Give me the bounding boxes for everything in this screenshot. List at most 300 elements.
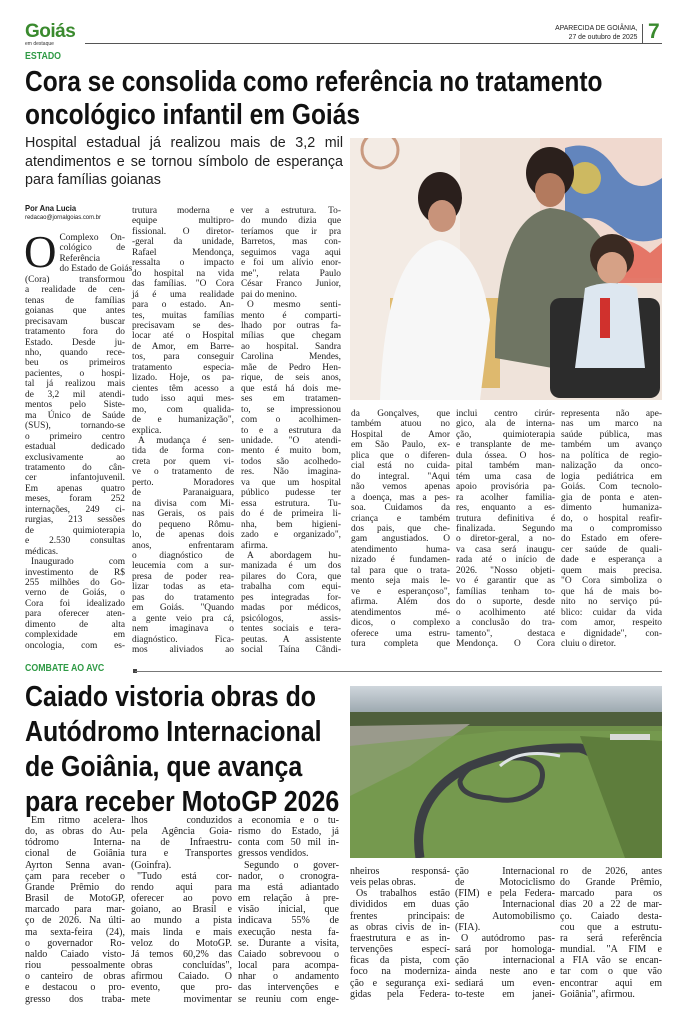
text-line: tar com o que vão (560, 966, 662, 978)
text-line: saúde pública, mas (561, 429, 662, 440)
text-line: ço de 2026. Na últi- (25, 915, 125, 927)
text-line: tal já realizou mais (25, 379, 125, 390)
text-line: divididos em duas (350, 899, 450, 911)
text-line: Complexo On- (59, 233, 125, 243)
text-line: perto. Moradores (132, 477, 234, 488)
text-line: Em apenas quatro (25, 483, 125, 494)
text-line: César Franco Junior, (241, 279, 341, 290)
text-line: Inaugurado com (31, 557, 125, 568)
text-line: evento, que pro- (131, 982, 232, 994)
text-line: do pequeno Rômu- (132, 519, 234, 530)
text-line: cluiu o diretor. (561, 638, 616, 649)
text-line: beu os primeiros (25, 358, 125, 369)
text-line: famílias tenham to- (456, 586, 555, 597)
text-line: tentes sociais e tera- (241, 624, 341, 635)
text-line: do o suporte, desde (456, 597, 555, 608)
text-line: afirma. (241, 540, 268, 551)
text-line: também atuou no (351, 419, 450, 430)
header-date: 27 de outubro de 2025 (568, 32, 637, 41)
header-divider (85, 43, 662, 44)
byline-author: Por Ana Lucia (25, 203, 77, 213)
text-line: do Estado de Goiás (59, 264, 133, 275)
text-line: O autódromo pas- (461, 932, 555, 944)
text-line: também um avanço (561, 440, 662, 451)
text-line: o canteiro de obras (25, 971, 125, 983)
text-line: equipe multipro- (132, 216, 234, 227)
text-line: mos aliviados ao (132, 645, 234, 656)
text-line: social Taína Cândi- (241, 645, 341, 656)
column-text (561, 409, 662, 649)
headline-line: Cora se consolida como referência no tratamento (25, 66, 603, 98)
text-line: ção internacional (455, 955, 555, 967)
text-line: plica que o diferen- (351, 450, 450, 461)
column-text (351, 409, 450, 649)
article1-column-5 (456, 409, 555, 649)
text-line: psicólogos, assis- (241, 613, 341, 624)
text-line: ção Internacional (455, 866, 555, 877)
article1-column-4 (351, 409, 450, 649)
text-line: rismo do Estado, já (238, 826, 339, 838)
text-line: da Gonçalves, que (351, 409, 450, 419)
text-line: rendo aqui para (131, 881, 232, 893)
text-line: cer infantojuvenil. (25, 473, 125, 484)
text-line: mento seja mais le- (351, 576, 450, 587)
text-line: va casa será inaugu- (456, 544, 555, 555)
headline-line: de Goiânia, que avança (25, 751, 303, 783)
text-line: oncologia, com es- (25, 640, 125, 651)
article2-column-1 (25, 815, 125, 1005)
text-line: -geral da unidade, (132, 237, 234, 248)
text-line: que há de mais bo- (561, 586, 662, 597)
text-line: com o acolhimen- (241, 415, 341, 426)
text-line: atendimentos mé- (351, 607, 450, 618)
text-line: trabalha com equi- (241, 582, 341, 593)
headline-line: Caiado vistoria obras do (25, 681, 317, 713)
text-line: Cora foi idealizado (25, 598, 125, 609)
text-line: o diretor-geral, a no- (456, 534, 555, 545)
text-line: gam angustiados. O (351, 534, 450, 545)
text-line: mento é muito bom, (241, 446, 341, 457)
text-line: ao mundo a pista (131, 915, 232, 927)
text-line: se. Durante a visita, (238, 937, 339, 949)
text-line: nha, bem higieni- (241, 519, 341, 530)
text-line: dula óssea. O hos- (456, 450, 555, 461)
text-line: e dignidade", con- (561, 628, 662, 639)
photo-aerial-racetrack (350, 686, 662, 858)
text-line: mento é comparti- (241, 310, 341, 321)
text-line: sediará um even- (455, 977, 555, 989)
text-line: tos, para conseguir (132, 352, 234, 363)
text-line: explica. (132, 425, 162, 436)
logo-tagline: em destaque (25, 41, 54, 47)
text-line: marcado para os (560, 888, 662, 900)
text-line: ao hospital. Sandra (241, 341, 341, 352)
column-text (132, 206, 234, 655)
text-line: unidade. "O atendi- (241, 435, 341, 446)
article1-column-6 (561, 409, 662, 649)
text-line: goianas que antes (25, 306, 125, 317)
text-line: apoio provisória pa- (456, 482, 555, 493)
text-line: de Paranaiguara, (132, 488, 234, 499)
text-line: nalização da onco- (561, 461, 662, 472)
article2-column-6 (560, 866, 662, 1000)
text-line: cológico de (59, 243, 125, 254)
text-line: mo, com qualida- (132, 404, 234, 415)
column-text (131, 815, 232, 1005)
text-line: e foi um alívio enor- (241, 258, 341, 269)
text-line: veis pelas obras. (350, 877, 416, 889)
text-line: a realidade de cen- (25, 285, 125, 296)
text-line: das famílias. "O Cora (132, 279, 234, 290)
text-line: de e humanização", (132, 415, 234, 426)
section-label-estado: ESTADO (25, 51, 62, 62)
text-line: verno de Goiás, o (25, 588, 125, 599)
text-line: locar até o Hospital (132, 331, 234, 342)
text-line: Grande Prêmio do (25, 881, 125, 893)
text-line: de quimioterapia (25, 525, 125, 536)
photo-hospital-scene (350, 138, 662, 400)
column-text (238, 815, 339, 1005)
text-line: va que um hospital (241, 477, 341, 488)
text-line: ra acolher familia- (456, 492, 555, 503)
text-line: lizado. Hoje, os pa- (132, 373, 234, 384)
text-line: tratamento especia- (132, 362, 234, 373)
text-line: tura e Transportes (131, 848, 232, 860)
column-text (560, 866, 662, 1000)
text-line: quem mais precisa. (561, 565, 662, 576)
text-line: lhos conduzidos (131, 815, 232, 826)
text-line: veloz do MotoGP. (131, 937, 232, 949)
text-line: ção e segurança exi- (350, 977, 450, 989)
text-line: fissional. O diretor- (132, 226, 234, 237)
text-line: dias 20 a 22 de mar- (560, 899, 662, 911)
text-line: mete movimentar (131, 993, 232, 1005)
text-line: trutura definitiva é (456, 513, 555, 524)
text-line: que está há dois me- (241, 383, 341, 394)
text-line: tes, muitas famílias (132, 310, 234, 321)
text-line: cial está no cuida- (351, 461, 450, 472)
text-line: nas Gerais, os pais (132, 509, 234, 520)
text-line: visão inicial, que (238, 904, 339, 916)
text-line: me", relata Paulo (241, 268, 341, 279)
text-line: "O Cora simboliza o (561, 576, 662, 587)
text-line: dos pais, que che- (351, 523, 450, 534)
text-line: çam para receber o (25, 870, 125, 882)
text-line: representa não ape- (561, 409, 662, 419)
text-line: nheiros responsá- (350, 866, 450, 877)
text-line: na divisa com Mi- (132, 498, 234, 509)
text-line: "Tudo está cor- (137, 870, 232, 882)
text-line: pela Agência Goia- (131, 826, 232, 838)
text-line: seguimos vaga aqui (241, 247, 341, 258)
text-line: para oferecer aten- (25, 609, 125, 620)
text-line: blico: cuidar da vida (561, 607, 662, 618)
text-line: gidas pela Federa- (350, 988, 450, 1000)
text-line: cer saúde de quali- (561, 544, 662, 555)
text-line: na de Infraestru- (131, 837, 232, 849)
text-line: Goiânia", afirmou. (560, 988, 635, 1000)
text-line: gressos vendidos. (238, 848, 309, 860)
text-line: lizar todas as eta- (132, 582, 234, 593)
text-line: dimento humaniza- (561, 503, 662, 514)
text-line: peutas. A assistente (241, 634, 341, 645)
text-line: rada até o início de (456, 555, 555, 566)
text-line: o diagnóstico de (132, 550, 234, 561)
text-line: leucemia com a sur- (132, 561, 234, 572)
article2-photo-racetrack (350, 686, 662, 858)
text-line: público pudesse ter (241, 488, 341, 499)
text-line: a doença, mas a pes- (351, 492, 450, 503)
logo-wordmark: Goiás (25, 21, 76, 42)
text-line: dimento de alta (25, 619, 125, 630)
text-line: a conclusão do tra- (456, 618, 555, 629)
text-line: cional de Goiânia (25, 848, 125, 860)
article1-column-2 (132, 206, 234, 655)
text-line: A mudança é sen- (138, 435, 234, 446)
text-line: Goiás. Com tecnolo- (561, 482, 662, 493)
text-line: pilares do Cora, que (241, 571, 341, 582)
text-line: Segundo o gover- (244, 859, 339, 871)
text-line: das intervenções e (238, 982, 339, 994)
text-line: rurgias, 213 sessões (25, 515, 125, 526)
text-line: do Estado em ofere- (561, 534, 662, 545)
text-line: fraestrutura e as in- (350, 932, 450, 944)
text-line: internações, 249 ci- (25, 504, 125, 515)
text-line: tratamento do cân- (25, 462, 125, 473)
text-line: ve o tratamento de (132, 467, 234, 478)
text-line: a FIA vão se encan- (560, 955, 662, 967)
text-line: do mundo dizia que (241, 216, 341, 227)
text-line: pacientes, o hospi- (25, 368, 125, 379)
text-line: mãe de Pedro Hen- (241, 362, 341, 373)
text-line: 2026. "Nosso objeti- (456, 565, 555, 576)
text-line: do integral. "Aqui (351, 471, 450, 482)
text-line: cientes têm acesso a (132, 383, 234, 394)
text-line: ço. Caiado desta- (560, 910, 662, 922)
text-line: oferecer ao povo (131, 893, 232, 905)
text-line: pital também man- (456, 461, 555, 472)
text-line: ção, quimioterapia (456, 429, 555, 440)
text-line: já é uma realidade (132, 289, 234, 300)
article2-column-2 (131, 815, 232, 1005)
text-line: e destacou o pro- (25, 982, 125, 994)
text-line: essa estrutura. Tu- (241, 498, 341, 509)
text-line: execução nesta fa- (238, 926, 339, 938)
text-line: gresso dos traba- (25, 993, 125, 1005)
column-text (241, 206, 341, 655)
text-line: complexidade em (25, 630, 125, 641)
text-line: afirma. Além dos (351, 597, 450, 608)
text-line: nho, quando rece- (25, 347, 125, 358)
newspaper-logo (25, 22, 83, 48)
text-line: e transplante de me- (456, 440, 555, 451)
section-divider (135, 671, 662, 672)
text-line: ainda neste ano e (455, 966, 555, 978)
text-line: criança e também (351, 513, 450, 524)
text-line: do Grande Prêmio, (560, 877, 662, 889)
text-line: tenas de famílias (25, 295, 125, 306)
text-line: to-teste em janei- (455, 988, 555, 1000)
text-line: tódromo Interna- (25, 837, 125, 849)
text-line: com amor, respeito (561, 618, 662, 629)
header-dateline (555, 23, 637, 41)
text-line: ma está adiantado (238, 881, 339, 893)
text-line: de 3,2 mil atendi- (25, 389, 125, 400)
text-line: de Motociclismo (455, 877, 555, 889)
text-line: indicava 55% de (238, 915, 339, 927)
byline-email: redacao@jornalgoias.com.br (25, 214, 101, 221)
text-line: Brasil de MotoGP, (25, 893, 125, 905)
text-line: na política de regio- (561, 450, 662, 461)
text-line: res, enquanto a es- (456, 503, 555, 514)
text-line: a economia e o tu- (238, 815, 339, 826)
article2-headline (25, 680, 339, 820)
text-line: res. Não imagina- (241, 467, 341, 478)
text-line: de Amor, em Barre- (132, 341, 234, 352)
text-line: para o estado. An- (132, 300, 234, 311)
text-line: ver a estrutura. To- (241, 206, 341, 216)
text-line: nem imaginava o (132, 624, 234, 635)
text-line: Barretos, mas con- (241, 237, 341, 248)
text-line: em relação à pre- (238, 893, 339, 905)
text-line: anos, enfrentaram (132, 540, 234, 551)
text-line: sará por homologa- (455, 944, 555, 956)
text-line: 255 milhões do Go- (25, 577, 125, 588)
text-line: do, o hospital reafir- (561, 513, 662, 524)
text-line: goiano, ao Brasil e (131, 904, 232, 916)
text-line: conta com 50 mil in- (238, 837, 339, 849)
text-line: ressalta o impacto (132, 258, 234, 269)
article2-column-3 (238, 815, 339, 1005)
text-line: tal para que o trata- (351, 565, 450, 576)
text-line: pes integradas for- (241, 592, 341, 603)
text-line: riou pessoalmente (25, 960, 125, 972)
text-line: naldo Caiado visto- (25, 948, 125, 960)
text-line: o governador Ro- (25, 937, 125, 949)
text-line: frentes principais: (350, 910, 450, 922)
headline-line: para receber MotoGP 2026 (25, 786, 340, 818)
text-line: local para acompa- (238, 960, 339, 972)
text-line: encontrar aqui em (560, 977, 662, 989)
column-text (25, 815, 125, 1005)
subheadline-line: atendimentos e se tornou símbolo de esperança (25, 153, 343, 170)
text-line: não vemos apenas (351, 482, 450, 493)
text-line: Carolina Mendes, (241, 352, 341, 363)
text-line: Hospital de Amor (351, 429, 450, 440)
text-line: ção Internacional (455, 899, 555, 911)
text-line: pas do tratamento (132, 592, 234, 603)
text-line: tudo isso aqui mes- (132, 394, 234, 405)
text-line: mentos pelo Siste- (25, 400, 125, 411)
text-line: exclusivamente ao (25, 452, 125, 463)
text-line: a gente veio pra cá, (132, 613, 234, 624)
text-line: (SUS), tornando-se (25, 421, 125, 432)
subheadline-line: Hospital estadual já realizou mais de 3,2 mil (25, 135, 343, 151)
text-line: Estado. Desde ju- (25, 337, 125, 348)
text-line: do, as obras do Au- (25, 826, 125, 838)
text-line: (Cora) transformou (25, 274, 125, 285)
text-line: diagnóstico. Fica- (132, 634, 234, 645)
text-line: nhar o andamento (238, 971, 339, 983)
text-line: tamento", destaca (456, 628, 555, 639)
text-line: (FIM) e pela Federa- (455, 888, 555, 900)
text-line: ro de 2026, antes (560, 866, 662, 877)
headline-line: Autódromo Internacional (25, 716, 322, 748)
text-line: tida de forma con- (132, 446, 234, 457)
text-line: (FIA). (455, 921, 481, 933)
text-line: soa. Cuidamos da (351, 503, 450, 514)
text-line: afirmou Caiado. O (131, 971, 232, 983)
text-line: pai do menino. (241, 289, 297, 300)
text-line: logia pediátrica em (561, 471, 662, 482)
text-line: gia de ponta e aten- (561, 492, 662, 503)
text-line: dade e esperança a (561, 555, 662, 566)
text-line: Os trabalhos estão (356, 888, 450, 900)
text-line: mundial. "A FIM e (560, 944, 662, 956)
article2-column-4 (350, 866, 450, 1000)
article1-photo-hospital (350, 138, 662, 400)
drop-cap: O (24, 227, 57, 277)
text-line: Referência (59, 253, 101, 264)
text-line: trutura moderna e (132, 206, 234, 216)
text-line: ma o compromisso (561, 523, 662, 534)
headline-line: oncológico infantil em Goiás (25, 99, 361, 131)
text-line: o primeiro centro (25, 431, 125, 442)
article1-column-1 (24, 203, 133, 651)
text-line: Já temos 60,2% das (131, 948, 232, 960)
text-line: to, se impressionou (241, 404, 341, 415)
text-line: oferece uma estru- (351, 628, 450, 639)
text-line: mílias que chegam (241, 331, 341, 342)
text-line: em Goiás. "Quando (132, 603, 234, 614)
column-text (456, 409, 555, 649)
text-line: nas um marco na (561, 419, 662, 430)
column-text (24, 227, 133, 651)
article1-headline (25, 66, 603, 132)
text-line: precisavam buscar (25, 316, 125, 327)
text-line: estadual dedicado (25, 442, 125, 453)
text-line: presa de poder rea- (132, 571, 234, 582)
text-line: (Goinfra). (131, 859, 172, 871)
text-line: Caiado sobrevoou o (238, 948, 339, 960)
text-line: Ayrton Senna avan- (25, 859, 125, 871)
column-text (350, 866, 450, 1000)
text-line: tratamento fora do (25, 327, 125, 338)
text-line: inclui centro cirúr- (456, 409, 555, 419)
text-line: todos são acolhedo- (241, 456, 341, 467)
text-line: lhado por outras fa- (241, 320, 341, 331)
text-line: O mesmo senti- (247, 300, 341, 311)
text-line: tém uma casa de (456, 471, 555, 482)
text-line: e 2.530 consultas (25, 536, 125, 547)
header-place: APARECIDA DE GOIÂNIA, (554, 23, 637, 32)
text-line: madas por médicos, (241, 603, 341, 614)
article2-column-5 (455, 866, 555, 1000)
text-line: cou que a estrutu- (560, 921, 662, 933)
text-line: nito no serviço pú- (561, 597, 662, 608)
text-line: tura completa que (351, 638, 450, 649)
text-line: ve e esperançoso", (351, 586, 450, 597)
text-line: ma sexta-feira (24), (25, 926, 125, 938)
article1-subheadline (25, 134, 343, 190)
text-line: tervenções especí- (350, 944, 450, 956)
text-line: zado e organizado", (241, 530, 341, 541)
text-line: meses, foram 252 (25, 494, 125, 505)
text-line: dicos, o complexo (351, 618, 450, 629)
text-line: atendimento huma- (351, 544, 450, 555)
text-line: médicas. (25, 546, 59, 557)
text-line: manizada é um dos (241, 561, 341, 572)
